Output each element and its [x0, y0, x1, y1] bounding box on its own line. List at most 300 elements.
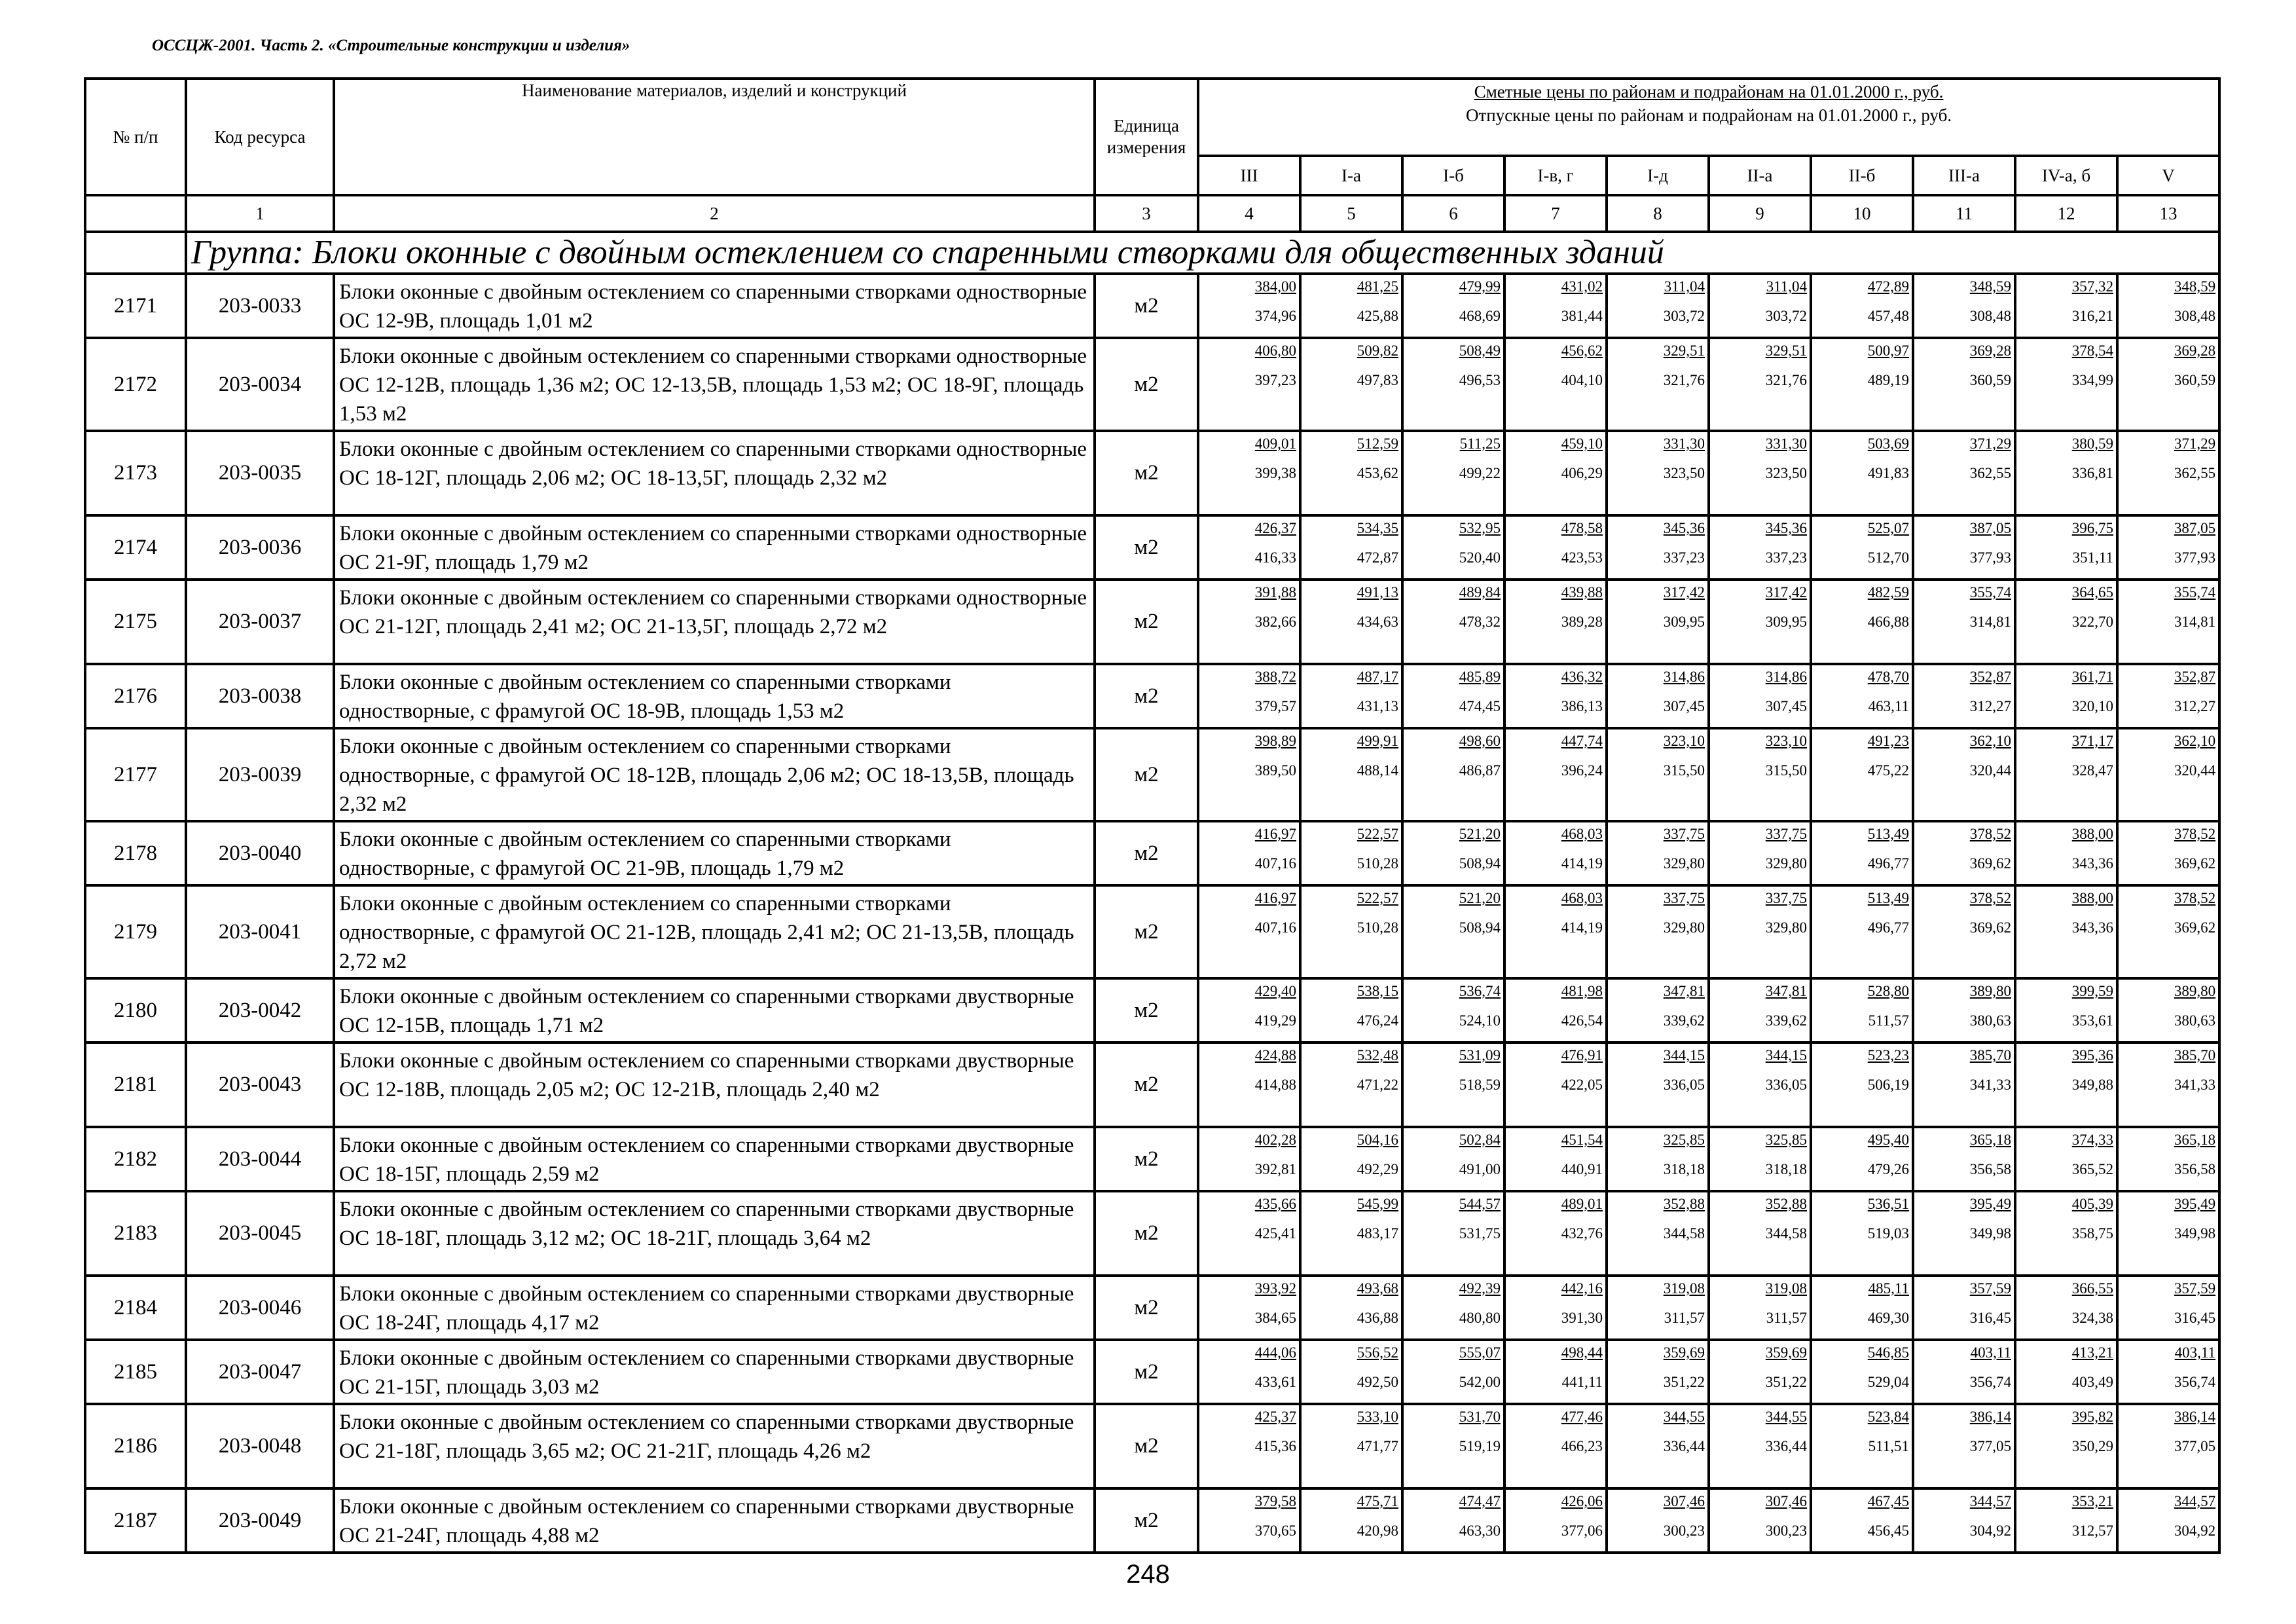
- release-price: 471,22: [1357, 1077, 1398, 1093]
- release-price: 469,30: [1867, 1310, 1909, 1326]
- price-cell: [1811, 1043, 1913, 1127]
- price-cell: [1402, 664, 1504, 728]
- release-price: 334,99: [2071, 372, 2113, 388]
- estimate-price: 364,65: [2071, 584, 2113, 600]
- estimate-price: 365,18: [2174, 1132, 2216, 1148]
- release-price: 510,28: [1357, 855, 1398, 872]
- price-cell: [2015, 885, 2117, 978]
- release-price: 328,47: [2071, 762, 2113, 779]
- column-number: 8: [1607, 195, 1709, 232]
- release-price: 329,80: [1765, 855, 1807, 872]
- estimate-price: 325,85: [1765, 1132, 1807, 1148]
- price-cell: [1198, 821, 1300, 885]
- release-price: 316,45: [1969, 1310, 2011, 1326]
- release-price: 397,23: [1254, 372, 1296, 388]
- price-cell: [2117, 1404, 2219, 1488]
- release-price: 489,19: [1867, 372, 1909, 388]
- release-price: 312,57: [2071, 1522, 2113, 1539]
- price-cell: [1504, 821, 1607, 885]
- price-cell: [1709, 431, 1811, 515]
- release-price: 434,63: [1357, 614, 1398, 630]
- estimate-price: 369,28: [2174, 342, 2216, 359]
- release-price: 353,61: [2071, 1012, 2113, 1029]
- estimate-price: 337,75: [1663, 826, 1705, 842]
- estimate-price: 359,69: [1765, 1344, 1807, 1361]
- resource-code: 203-0035: [186, 431, 334, 515]
- estimate-price: 359,69: [1663, 1344, 1705, 1361]
- price-cell: [2015, 1191, 2117, 1276]
- release-price: 315,50: [1663, 762, 1705, 779]
- unit: м2: [1095, 1127, 1198, 1191]
- release-price: 520,40: [1459, 549, 1501, 566]
- estimate-price: 487,17: [1357, 669, 1398, 685]
- price-cell: [1811, 885, 1913, 978]
- release-price: 323,50: [1663, 465, 1705, 481]
- release-price: 365,52: [2071, 1161, 2113, 1177]
- estimate-price: 546,85: [1867, 1344, 1909, 1361]
- price-cell: [1198, 431, 1300, 515]
- estimate-price: 371,29: [1969, 435, 2011, 452]
- row-number: 2179: [85, 885, 186, 978]
- release-price: 341,33: [2174, 1077, 2216, 1093]
- release-price: 323,50: [1765, 465, 1807, 481]
- region-header: IV-a, б: [2015, 156, 2117, 195]
- price-cell: [1709, 1488, 1811, 1553]
- release-price: 472,87: [1357, 549, 1398, 566]
- release-price: 466,88: [1867, 614, 1909, 630]
- price-cell: [1300, 1127, 1402, 1191]
- price-cell: [1300, 1488, 1402, 1553]
- release-price: 486,87: [1459, 762, 1501, 779]
- release-price: 315,50: [1765, 762, 1807, 779]
- price-cell: [2015, 1404, 2117, 1488]
- row-number: 2184: [85, 1276, 186, 1340]
- estimate-price: 379,58: [1254, 1493, 1296, 1509]
- price-cell: [2117, 1488, 2219, 1553]
- estimate-price: 395,49: [2174, 1196, 2216, 1212]
- release-price: 476,24: [1357, 1012, 1398, 1029]
- price-cell: [1709, 1191, 1811, 1276]
- price-cell: [1607, 821, 1709, 885]
- release-price: 329,80: [1765, 919, 1807, 936]
- estimate-price: 512,59: [1357, 435, 1398, 452]
- release-price: 308,48: [2174, 308, 2216, 324]
- price-cell: [2117, 580, 2219, 664]
- price-cell: [1913, 1340, 2015, 1404]
- release-price: 496,77: [1867, 919, 1909, 936]
- estimate-price: 391,88: [1254, 584, 1296, 600]
- price-cell: [1811, 274, 1913, 338]
- estimate-price: 442,16: [1561, 1280, 1603, 1297]
- header-prices-estimate: Сметные цены по районам и подрайонам на 01.01.2000 г., руб.: [1474, 82, 1944, 101]
- estimate-price: 523,84: [1867, 1409, 1909, 1425]
- estimate-price: 500,97: [1867, 342, 1909, 359]
- estimate-price: 307,46: [1765, 1493, 1807, 1509]
- unit: м2: [1095, 885, 1198, 978]
- release-price: 508,94: [1459, 919, 1501, 936]
- estimate-price: 533,10: [1357, 1409, 1398, 1425]
- column-number: 9: [1709, 195, 1811, 232]
- header-name: Наименование материалов, изделий и конструкций: [334, 79, 1095, 195]
- estimate-price: 388,00: [2071, 826, 2113, 842]
- table-row: [85, 1404, 2219, 1488]
- release-price: 419,29: [1254, 1012, 1296, 1029]
- estimate-price: 523,23: [1867, 1047, 1909, 1063]
- unit: м2: [1095, 1488, 1198, 1553]
- estimate-price: 319,08: [1663, 1280, 1705, 1297]
- release-price: 304,92: [2174, 1522, 2216, 1539]
- estimate-price: 413,21: [2071, 1344, 2113, 1361]
- release-price: 426,54: [1561, 1012, 1603, 1029]
- release-price: 356,58: [2174, 1161, 2216, 1177]
- material-name: Блоки оконные с двойным остеклением со спаренными створками одностворные, с фрамугой ОС 18-9В, площадь 1,53 м2: [334, 664, 1095, 728]
- price-cell: [1198, 664, 1300, 728]
- estimate-price: 374,33: [2071, 1132, 2113, 1148]
- price-cell: [1504, 1191, 1607, 1276]
- table-row: [85, 274, 2219, 338]
- release-price: 336,44: [1765, 1438, 1807, 1454]
- price-cell: [2015, 1340, 2117, 1404]
- price-cell: [1198, 1488, 1300, 1553]
- table-row: [85, 1340, 2219, 1404]
- estimate-price: 481,98: [1561, 983, 1603, 999]
- price-cell: [1504, 1043, 1607, 1127]
- release-price: 336,05: [1663, 1077, 1705, 1093]
- price-cell: [1402, 1191, 1504, 1276]
- release-price: 453,62: [1357, 465, 1398, 481]
- row-number: 2186: [85, 1404, 186, 1488]
- price-cell: [1709, 664, 1811, 728]
- material-name: Блоки оконные с двойным остеклением со спаренными створками одностворные ОС 21-9Г, площадь 1,79 м2: [334, 515, 1095, 580]
- release-price: 374,96: [1254, 308, 1296, 324]
- table-row: [85, 728, 2219, 821]
- release-price: 392,81: [1254, 1161, 1296, 1177]
- estimate-price: 508,49: [1459, 342, 1501, 359]
- estimate-price: 536,51: [1867, 1196, 1909, 1212]
- release-price: 384,65: [1254, 1310, 1296, 1326]
- estimate-price: 502,84: [1459, 1132, 1501, 1148]
- price-cell: [1504, 1404, 1607, 1488]
- estimate-price: 348,59: [1969, 278, 2011, 295]
- unit: м2: [1095, 821, 1198, 885]
- price-cell: [2117, 821, 2219, 885]
- price-cell: [1607, 515, 1709, 580]
- price-cell: [1198, 728, 1300, 821]
- estimate-price: 532,48: [1357, 1047, 1398, 1063]
- column-number: 4: [1198, 195, 1300, 232]
- estimate-price: 472,89: [1867, 278, 1909, 295]
- release-price: 377,05: [1969, 1438, 2011, 1454]
- release-price: 425,41: [1254, 1225, 1296, 1242]
- release-price: 471,77: [1357, 1438, 1398, 1454]
- unit: м2: [1095, 338, 1198, 431]
- estimate-price: 345,36: [1663, 520, 1705, 536]
- release-price: 431,13: [1357, 698, 1398, 714]
- release-price: 497,83: [1357, 372, 1398, 388]
- resource-code: 203-0033: [186, 274, 334, 338]
- estimate-price: 475,71: [1357, 1493, 1398, 1509]
- price-cell: [2117, 274, 2219, 338]
- estimate-price: 355,74: [1969, 584, 2011, 600]
- material-name: Блоки оконные с двойным остеклением со спаренными створками одностворные, с фрамугой ОС 21-9В, площадь 1,79 м2: [334, 821, 1095, 885]
- estimate-price: 348,59: [2174, 278, 2216, 295]
- price-cell: [1913, 978, 2015, 1043]
- release-price: 304,92: [1969, 1522, 2011, 1539]
- release-price: 432,76: [1561, 1225, 1603, 1242]
- price-cell: [2117, 1043, 2219, 1127]
- estimate-price: 357,59: [2174, 1280, 2216, 1297]
- release-price: 356,58: [1969, 1161, 2011, 1177]
- price-cell: [1402, 1043, 1504, 1127]
- estimate-price: 416,97: [1254, 826, 1296, 842]
- release-price: 341,33: [1969, 1077, 2011, 1093]
- region-header: I-б: [1402, 156, 1504, 195]
- price-cell: [1709, 1043, 1811, 1127]
- estimate-price: 357,32: [2071, 278, 2113, 295]
- price-cell: [1913, 885, 2015, 978]
- estimate-price: 366,55: [2071, 1280, 2113, 1297]
- unit: м2: [1095, 664, 1198, 728]
- price-cell: [2015, 1488, 2117, 1553]
- row-number: 2175: [85, 580, 186, 664]
- release-price: 389,50: [1254, 762, 1296, 779]
- table-row: [85, 1191, 2219, 1276]
- header-prices: [1198, 79, 2219, 156]
- price-cell: [1402, 885, 1504, 978]
- price-cell: [1300, 515, 1402, 580]
- release-price: 360,59: [2174, 372, 2216, 388]
- price-cell: [1607, 978, 1709, 1043]
- estimate-price: 556,52: [1357, 1344, 1398, 1361]
- estimate-price: 344,57: [1969, 1493, 2011, 1509]
- price-cell: [1300, 274, 1402, 338]
- release-price: 496,77: [1867, 855, 1909, 872]
- release-price: 303,72: [1663, 308, 1705, 324]
- material-name: Блоки оконные с двойным остеклением со спаренными створками двустворные ОС 18-18Г, площадь 3,12 м2; ОС 18-21Г, площадь 3,64 м2: [334, 1191, 1095, 1276]
- table-row: [85, 431, 2219, 515]
- release-price: 369,62: [2174, 919, 2216, 936]
- table-row: [85, 1276, 2219, 1340]
- release-price: 414,88: [1254, 1077, 1296, 1093]
- estimate-price: 352,87: [2174, 669, 2216, 685]
- estimate-price: 314,86: [1663, 669, 1705, 685]
- estimate-price: 319,08: [1765, 1280, 1807, 1297]
- price-cell: [1709, 885, 1811, 978]
- release-price: 386,13: [1561, 698, 1603, 714]
- price-cell: [2117, 431, 2219, 515]
- price-cell: [1402, 1404, 1504, 1488]
- price-cell: [1811, 1488, 1913, 1553]
- estimate-price: 385,70: [2174, 1047, 2216, 1063]
- page-number: 248: [1126, 1560, 1170, 1589]
- estimate-price: 521,20: [1459, 890, 1501, 906]
- column-number: 11: [1913, 195, 2015, 232]
- table-row: [85, 821, 2219, 885]
- unit: м2: [1095, 1340, 1198, 1404]
- estimate-price: 525,07: [1867, 520, 1909, 536]
- price-cell: [1913, 1043, 2015, 1127]
- release-price: 396,24: [1561, 762, 1603, 779]
- price-cell: [2117, 728, 2219, 821]
- header-prices-release: Отпускные цены по районам и подрайонам на 01.01.2000 г., руб.: [1465, 105, 1952, 125]
- row-number: 2178: [85, 821, 186, 885]
- price-cell: [1607, 1043, 1709, 1127]
- estimate-price: 395,49: [1969, 1196, 2011, 1212]
- estimate-price: 362,10: [1969, 733, 2011, 749]
- price-cell: [1504, 664, 1607, 728]
- estimate-price: 499,91: [1357, 733, 1398, 749]
- table-row: [85, 338, 2219, 431]
- price-cell: [1300, 885, 1402, 978]
- release-price: 423,53: [1561, 549, 1603, 566]
- estimate-price: 544,57: [1459, 1196, 1501, 1212]
- row-number: 2181: [85, 1043, 186, 1127]
- price-cell: [1402, 274, 1504, 338]
- price-cell: [2015, 978, 2117, 1043]
- estimate-price: 388,00: [2071, 890, 2113, 906]
- release-price: 380,63: [2174, 1012, 2216, 1029]
- column-number-row: [85, 195, 2219, 232]
- row-number: 2171: [85, 274, 186, 338]
- price-cell: [1402, 821, 1504, 885]
- estimate-price: 521,20: [1459, 826, 1501, 842]
- estimate-price: 431,02: [1561, 278, 1603, 295]
- price-cell: [1198, 580, 1300, 664]
- estimate-price: 344,55: [1663, 1409, 1705, 1425]
- release-price: 406,29: [1561, 465, 1603, 481]
- estimate-price: 378,52: [1969, 826, 2011, 842]
- release-price: 321,76: [1765, 372, 1807, 388]
- release-price: 425,88: [1357, 308, 1398, 324]
- unit: м2: [1095, 1404, 1198, 1488]
- release-price: 441,11: [1561, 1374, 1603, 1390]
- release-price: 491,00: [1459, 1161, 1501, 1177]
- release-price: 407,16: [1254, 855, 1296, 872]
- resource-code: 203-0041: [186, 885, 334, 978]
- price-cell: [1913, 431, 2015, 515]
- price-cell: [1709, 821, 1811, 885]
- price-cell: [1913, 515, 2015, 580]
- price-cell: [1607, 885, 1709, 978]
- price-cell: [1913, 338, 2015, 431]
- price-cell: [1402, 1340, 1504, 1404]
- estimate-price: 511,25: [1459, 435, 1501, 452]
- release-price: 300,23: [1765, 1522, 1807, 1539]
- region-header: I-в, г: [1504, 156, 1607, 195]
- release-price: 478,32: [1459, 614, 1501, 630]
- resource-code: 203-0048: [186, 1404, 334, 1488]
- estimate-price: 402,28: [1254, 1132, 1296, 1148]
- material-name: Блоки оконные с двойным остеклением со спаренными створками двустворные ОС 18-15Г, площадь 2,59 м2: [334, 1127, 1095, 1191]
- release-price: 531,75: [1459, 1225, 1501, 1242]
- region-header: V: [2117, 156, 2219, 195]
- estimate-price: 491,13: [1357, 584, 1398, 600]
- release-price: 316,45: [2174, 1310, 2216, 1326]
- release-price: 479,26: [1867, 1161, 1909, 1177]
- release-price: 391,30: [1561, 1310, 1603, 1326]
- release-price: 420,98: [1357, 1522, 1398, 1539]
- estimate-price: 504,16: [1357, 1132, 1398, 1148]
- estimate-price: 493,68: [1357, 1280, 1398, 1297]
- price-cell: [1504, 885, 1607, 978]
- estimate-price: 538,15: [1357, 983, 1398, 999]
- release-price: 309,95: [1663, 614, 1705, 630]
- release-price: 496,53: [1459, 372, 1501, 388]
- price-cell: [1198, 1404, 1300, 1488]
- table-row: [85, 1488, 2219, 1553]
- estimate-price: 459,10: [1561, 435, 1603, 452]
- material-name: Блоки оконные с двойным остеклением со спаренными створками двустворные ОС 12-15В, площадь 1,71 м2: [334, 978, 1095, 1043]
- release-price: 316,21: [2071, 308, 2113, 324]
- release-price: 343,36: [2071, 919, 2113, 936]
- estimate-price: 476,91: [1561, 1047, 1603, 1063]
- price-cell: [1300, 664, 1402, 728]
- estimate-price: 468,03: [1561, 890, 1603, 906]
- release-price: 339,62: [1663, 1012, 1705, 1029]
- release-price: 344,58: [1765, 1225, 1807, 1242]
- price-cell: [1198, 1276, 1300, 1340]
- price-cell: [1198, 515, 1300, 580]
- region-header: I-a: [1300, 156, 1402, 195]
- release-price: 311,57: [1766, 1310, 1807, 1326]
- header-num: № п/п: [85, 79, 186, 195]
- release-price: 337,23: [1765, 549, 1807, 566]
- release-price: 370,65: [1254, 1522, 1296, 1539]
- release-price: 336,05: [1765, 1077, 1807, 1093]
- estimate-price: 369,28: [1969, 342, 2011, 359]
- price-cell: [1504, 580, 1607, 664]
- estimate-price: 365,18: [1969, 1132, 2011, 1148]
- unit: м2: [1095, 728, 1198, 821]
- release-price: 336,81: [2071, 465, 2113, 481]
- release-price: 381,44: [1561, 308, 1603, 324]
- estimate-price: 425,37: [1254, 1409, 1296, 1425]
- estimate-price: 479,99: [1459, 278, 1501, 295]
- estimate-price: 503,69: [1867, 435, 1909, 452]
- release-price: 329,80: [1663, 919, 1705, 936]
- estimate-price: 536,74: [1459, 983, 1501, 999]
- release-price: 339,62: [1765, 1012, 1807, 1029]
- estimate-price: 531,70: [1459, 1409, 1501, 1425]
- release-price: 351,22: [1765, 1374, 1807, 1390]
- price-cell: [1402, 1127, 1504, 1191]
- estimate-price: 317,42: [1663, 584, 1705, 600]
- resource-code: 203-0036: [186, 515, 334, 580]
- resource-code: 203-0040: [186, 821, 334, 885]
- estimate-price: 311,04: [1664, 278, 1705, 295]
- row-number: 2185: [85, 1340, 186, 1404]
- estimate-price: 352,88: [1765, 1196, 1807, 1212]
- row-number: 2176: [85, 664, 186, 728]
- price-cell: [1709, 515, 1811, 580]
- release-price: 404,10: [1561, 372, 1603, 388]
- resource-code: 203-0043: [186, 1043, 334, 1127]
- estimate-price: 329,51: [1765, 342, 1807, 359]
- running-head: ОССЦЖ-2001. Часть 2. «Строительные конструкции и изделия»: [152, 37, 630, 54]
- table-header: [85, 79, 2219, 232]
- release-price: 466,23: [1561, 1438, 1603, 1454]
- material-name: Блоки оконные с двойным остеклением со спаренными створками одностворные ОС 12-9В, площадь 1,01 м2: [334, 274, 1095, 338]
- estimate-price: 482,59: [1867, 584, 1909, 600]
- unit: м2: [1095, 274, 1198, 338]
- price-cell: [1811, 1404, 1913, 1488]
- price-cell: [2117, 885, 2219, 978]
- estimate-price: 317,42: [1765, 584, 1807, 600]
- price-cell: [2117, 515, 2219, 580]
- estimate-price: 398,89: [1254, 733, 1296, 749]
- estimate-price: 378,52: [1969, 890, 2011, 906]
- estimate-price: 416,97: [1254, 890, 1296, 906]
